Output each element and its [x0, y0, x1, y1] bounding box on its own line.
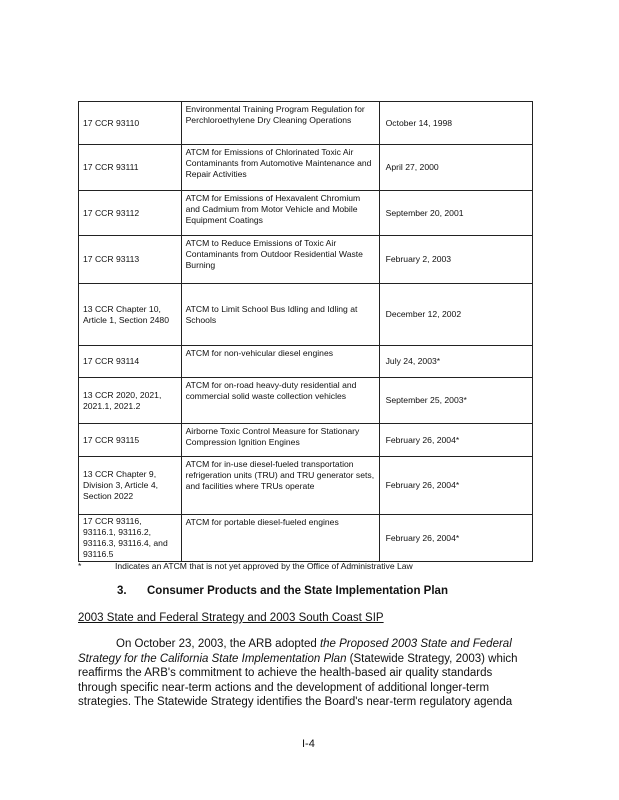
description-cell: Environmental Training Program Regulation for Perchloroethylene Dry Cleaning Operations	[181, 102, 379, 145]
table-row	[79, 236, 533, 284]
table-row	[79, 457, 533, 515]
table-row	[79, 102, 533, 145]
date-cell: February 26, 2004*	[379, 457, 532, 515]
table-row	[79, 515, 533, 562]
description-cell: ATCM for in-use diesel-fueled transportation refrigeration units (TRU) and TRU generator sets, and facilities where TRUs operate	[181, 457, 379, 515]
date-cell: February 2, 2003	[379, 236, 532, 284]
table-row	[79, 346, 533, 378]
ccr-cell: 13 CCR 2020, 2021, 2021.1, 2021.2	[79, 378, 182, 424]
description-cell: Airborne Toxic Control Measure for Stationary Compression Ignition Engines	[181, 424, 379, 457]
ccr-cell: 13 CCR Chapter 9, Division 3, Article 4, Section 2022	[79, 457, 182, 515]
date-cell: September 25, 2003*	[379, 378, 532, 424]
table-row	[79, 145, 533, 191]
date-cell: July 24, 2003*	[379, 346, 532, 378]
table-row	[79, 378, 533, 424]
date-cell: October 14, 1998	[379, 102, 532, 145]
description-cell: ATCM for Emissions of Hexavalent Chromium and Cadmium from Motor Vehicle and Mobile Equipment Coatings	[181, 191, 379, 236]
ccr-cell: 17 CCR 93116, 93116.1, 93116.2, 93116.3, 93116.4, and 93116.5	[79, 515, 182, 562]
ccr-cell: 13 CCR Chapter 10, Article 1, Section 2480	[79, 284, 182, 346]
date-cell: February 26, 2004*	[379, 424, 532, 457]
ccr-cell: 17 CCR 93113	[79, 236, 182, 284]
paragraph-document-title: the Proposed 2003 State and Federal Strategy for the California State Implementation Plan	[78, 638, 512, 665]
body-paragraph	[78, 637, 533, 710]
description-cell: ATCM for non-vehicular diesel engines	[181, 346, 379, 378]
subheading: 2003 State and Federal Strategy and 2003 South Coast SIP	[78, 612, 384, 624]
section-title: Consumer Products and the State Implementation Plan	[147, 585, 448, 597]
paragraph-text-end: (Statewide Strategy, 2003) which reaffirms the ARB's commitment to achieve the health-based air quality standards through specific near-term actions and the development of additional longer-term strategies. The Statewide Strategy identifies the Board's near-term regulatory agenda	[78, 652, 518, 708]
description-cell: ATCM for on-road heavy-duty residential and commercial solid waste collection vehicles	[181, 378, 379, 424]
ccr-cell: 17 CCR 93115	[79, 424, 182, 457]
ccr-cell: 17 CCR 93110	[79, 102, 182, 145]
table-row	[79, 191, 533, 236]
table-row	[79, 284, 533, 346]
date-cell: April 27, 2000	[379, 145, 532, 191]
regulations-table	[78, 101, 533, 562]
date-cell: December 12, 2002	[379, 284, 532, 346]
ccr-cell: 17 CCR 93112	[79, 191, 182, 236]
paragraph-text-start: On October 23, 2003, the ARB adopted	[116, 638, 320, 650]
date-cell: September 20, 2001	[379, 191, 532, 236]
page-number: I-4	[302, 738, 315, 750]
ccr-cell: 17 CCR 93114	[79, 346, 182, 378]
description-cell: ATCM for Emissions of Chlorinated Toxic Air Contaminants from Automotive Maintenance and Repair Activities	[181, 145, 379, 191]
date-cell: February 26, 2004*	[379, 515, 532, 562]
description-cell: ATCM to Limit School Bus Idling and Idling at Schools	[181, 284, 379, 346]
description-cell: ATCM to Reduce Emissions of Toxic Air Contaminants from Outdoor Residential Waste Burning	[181, 236, 379, 284]
section-number: 3.	[117, 585, 127, 597]
table-row	[79, 424, 533, 457]
footnote-marker: *	[78, 561, 82, 571]
footnote-text: Indicates an ATCM that is not yet approved by the Office of Administrative Law	[115, 561, 413, 571]
description-cell: ATCM for portable diesel-fueled engines	[181, 515, 379, 562]
ccr-cell: 17 CCR 93111	[79, 145, 182, 191]
